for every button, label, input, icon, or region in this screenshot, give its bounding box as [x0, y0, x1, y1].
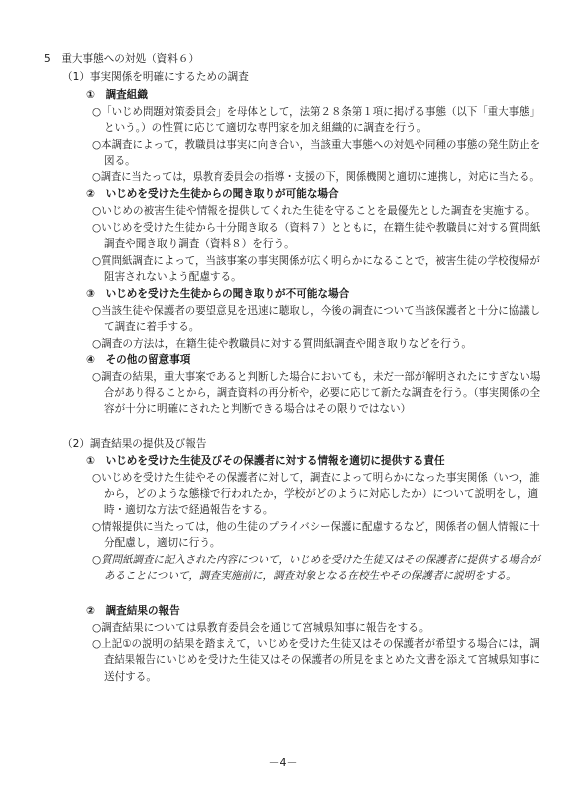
paragraph-line: ○いじめを受けた生徒やその保護者に対して，調査によって明らかになった事実関係（いつ，誰: [92, 472, 540, 484]
paragraph-line: て調査に着手する。: [104, 321, 200, 333]
paragraph-line: 容が十分に明確にされたと判断できる場合はその限りではない）: [104, 403, 412, 415]
page-number: －4－: [268, 756, 298, 769]
paragraph-line: 阻害されないよう配慮する。: [104, 271, 242, 283]
paragraph-line-italic: ○質問紙調査に記入された内容について，いじめを受けた生徒又はその保護者に提供する場合が: [92, 554, 540, 566]
item-heading-1-2: ② いじめを受けた生徒からの聞き取りが可能な場合: [86, 188, 339, 200]
paragraph-line: ○調査結果については県教育委員会を通じて宮城県知事に報告をする。: [92, 622, 430, 634]
paragraph-line: ○当該生徒や保護者の要望意見を迅速に聴取し，今後の調査について当該保護者と十分に協議し: [92, 305, 541, 317]
paragraph-line: ○情報提供に当たっては，他の生徒のプライバシー保護に配慮するなど，関係者の個人情報に十: [92, 521, 540, 533]
paragraph-line: ○本調査によって，教職員は事実に向き合い，当該重大事態への対処や同種の事態の発生防止を: [92, 139, 541, 151]
paragraph-line: ○「いじめ問題対策委員会」を母体として，法第２８条第１項に掲げる事態（以下「重大事態」: [92, 106, 541, 118]
paragraph-line: ○上記①の説明の結果を踏まえて，いじめを受けた生徒又はその保護者が希望する場合には，調: [92, 638, 540, 650]
section-title: 5 重大事態への対処（資料６）: [44, 53, 200, 65]
paragraph-line: 調査や聞き取り調査（資料８）を行う。: [104, 238, 295, 250]
paragraph-line: ○いじめを受けた生徒から十分聞き取る（資料７）とともに，在籍生徒や教職員に対する質問紙: [92, 222, 541, 234]
paragraph-line: 図る。: [104, 155, 136, 167]
item-heading-1-4: ④ その他の留意事項: [86, 354, 191, 366]
paragraph-line: という。）の性質に応じて適切な専門家を加え組織的に調査を行う。: [104, 122, 428, 134]
paragraph-line: 合があり得ることから，調査資料の再分析や，必要に応じて新たな調査を行う。（事実関係の全: [104, 387, 541, 399]
item-heading-2-1: ① いじめを受けた生徒及びその保護者に対する情報を適切に提供する責任: [86, 455, 445, 467]
paragraph-line: ○調査の方法は，在籍生徒や教職員に対する質問紙調査や聞き取りなどを行う。: [92, 338, 473, 350]
subsection-heading-1: （1）事実関係を明確にするための調査: [62, 71, 249, 83]
paragraph-line: ○調査の結果，重大事案であると判断した場合においても，未だ一部が解明されたにすぎない場: [92, 371, 541, 383]
paragraph-line: 分配慮し，適切に行う。: [104, 537, 221, 549]
paragraph-line: ○いじめの被害生徒や情報を提供してくれた生徒を守ることを最優先とした調査を実施する。: [92, 205, 536, 217]
paragraph-line: ○調査に当たっては，県教育委員会の指導・支援の下，関係機関と適切に連携し，対応に当たる。: [92, 171, 540, 183]
paragraph-line: ○質問紙調査によって，当該事案の事実関係が広く明らかになることで，被害生徒の学校復帰が: [92, 255, 540, 267]
paragraph-line: から，どのような態様で行われたか，学校がどのように対応したか）について説明をし，適: [104, 488, 539, 500]
paragraph-line: 時・適切な方法で経過報告をする。: [104, 504, 274, 516]
paragraph-line: 送付する。: [104, 671, 157, 683]
item-heading-1-1: ① 調査組織: [86, 89, 148, 101]
paragraph-line: 査結果報告にいじめを受けた生徒又はその保護者の所見をまとめた文書を添えて宮城県知事に: [104, 654, 541, 666]
paragraph-line-italic: あることについて，調査実施前に，調査対象となる在校生やその保護者に説明をする。: [104, 570, 517, 582]
subsection-heading-2: （2）調査結果の提供及び報告: [62, 438, 207, 450]
item-heading-2-2: ② 調査結果の報告: [86, 605, 180, 617]
item-heading-1-3: ③ いじめを受けた生徒からの聞き取りが不可能な場合: [86, 288, 350, 300]
